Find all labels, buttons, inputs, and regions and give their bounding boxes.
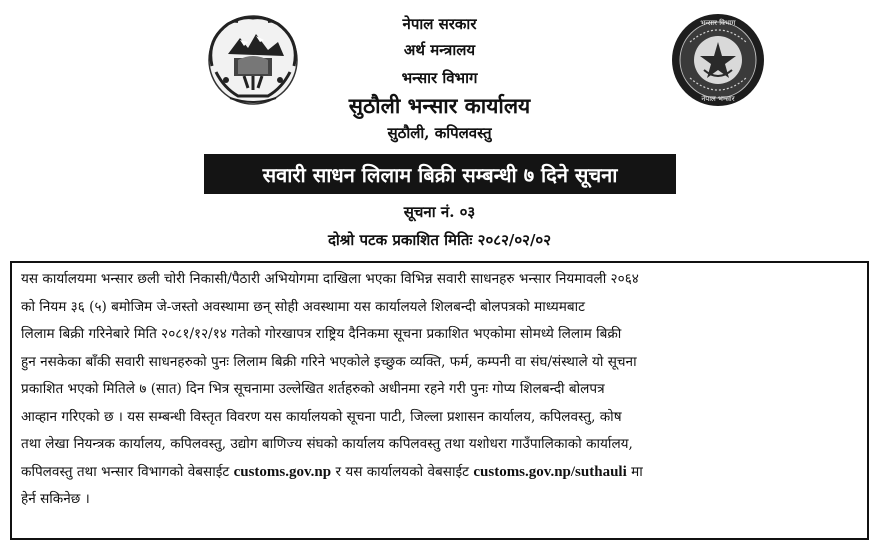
body-line: हेर्न सकिनेछ । bbox=[21, 491, 90, 507]
office-website-link[interactable]: customs.gov.np/suthauli bbox=[473, 463, 627, 480]
body-line: को नियम ३६ (५) बमोजिम जे-जस्तो अवस्थामा छन् सोही अवस्थामा यस कार्यालयले शिलबन्दी बोलपत्रको माध्यमबाट bbox=[21, 298, 586, 315]
body-line: लिलाम बिक्री गरिनेबारे मिति २०८१/१२/१४ गतेको गोरखापत्र राष्ट्रिय दैनिकमा सूचना प्रकाशित भएकोमा सोमध्ये लिलाम बिक्री bbox=[21, 326, 622, 342]
customs-website-link[interactable]: customs.gov.np bbox=[233, 463, 332, 480]
body-line-text: र यस कार्यालयको वेबसाईट bbox=[331, 463, 474, 480]
notice-number: सूचना नं. ०३ bbox=[403, 203, 476, 221]
publication-date: दोश्रो पटक प्रकाशित मितिः २०८२/०२/०२ bbox=[327, 231, 552, 249]
body-line-text: मा bbox=[626, 463, 643, 480]
notice-body bbox=[21, 266, 860, 514]
body-line-text: कपिलवस्तु तथा भन्सार विभागको वेबसाईट bbox=[21, 463, 234, 480]
body-line: आव्हान गरिएको छ । यस सम्बन्धी विस्तृत विवरण यस कार्यालयको सूचना पाटी, जिल्ला प्रशासन कार्यालय, कपिलवस्तु, कोष bbox=[21, 408, 622, 425]
body-line-websites bbox=[21, 459, 860, 487]
body-line: यस कार्यालयमा भन्सार छली चोरी निकासी/पैठारी अभियोगमा दाखिला भएका विभिन्न सवारी साधनहरु भन्सार नियमावली २०६४ bbox=[21, 271, 639, 287]
customs-logo-top-text: भन्सार विभाग bbox=[700, 19, 736, 27]
customs-logo-footer-text: नेपाल भन्सार bbox=[701, 95, 735, 103]
body-line: तथा लेखा नियन्त्रक कार्यालय, कपिलवस्तु, उद्योग बाणिज्य संघको कार्यालय कपिलवस्तु तथा यशोधरा गाउँपालिकाको कार्यालय, bbox=[21, 436, 633, 452]
office-name: सुठौली भन्सार कार्यालय bbox=[348, 93, 531, 118]
office-location: सुठौली, कपिलवस्तु bbox=[387, 124, 492, 142]
body-line: हुन नसकेका बाँकी सवारी साधनहरुको पुनः लिलाम बिक्री गरिने भएकोले इच्छुक व्यक्ति, फर्म, कम्पनी वा संघ/संस्थाले यो सूचना bbox=[21, 353, 637, 370]
government-name: नेपाल सरकार bbox=[402, 15, 477, 33]
department-name: भन्सार विभाग bbox=[401, 69, 478, 87]
notice-title: सवारी साधन लिलाम बिक्री सम्बन्धी ७ दिने सूचना bbox=[204, 154, 676, 194]
ministry-name: अर्थ मन्त्रालय bbox=[403, 41, 476, 59]
body-line: प्रकाशित भएको मितिले ७ (सात) दिन भित्र सूचनामा उल्लेखित शर्तहरुको अधीनमा रहने गरी पुनः गोप्य शिलबन्दी बोलपत्र bbox=[21, 381, 605, 397]
